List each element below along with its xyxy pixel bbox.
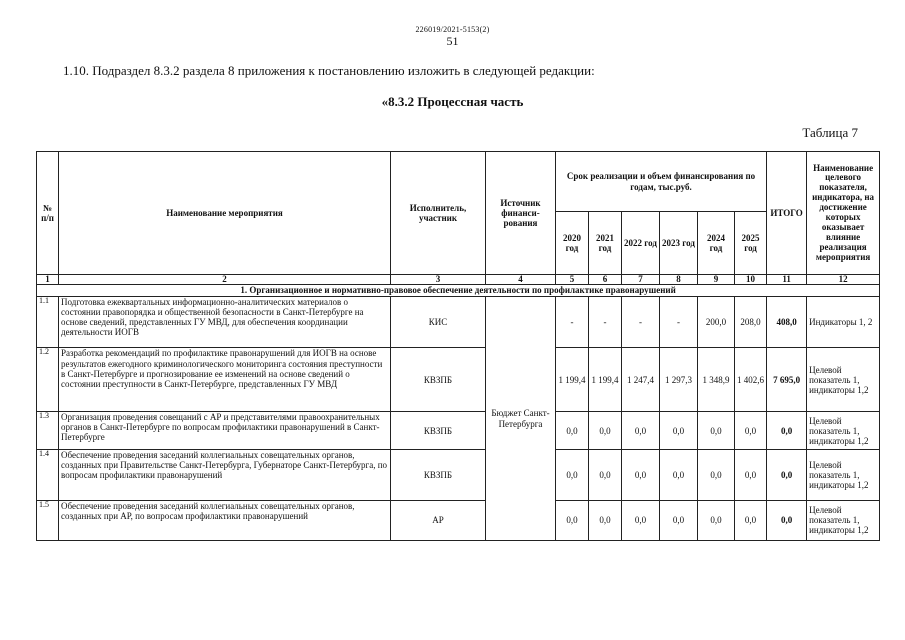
column-number: 2 — [59, 275, 391, 285]
column-number: 5 — [556, 275, 589, 285]
row-number: 1.4 — [37, 450, 59, 500]
header-year: 2020 год — [556, 212, 589, 275]
indicator: Целевой показатель 1, индикаторы 1,2 — [807, 500, 880, 540]
indicator: Целевой показатель 1, индикаторы 1,2 — [807, 411, 880, 449]
year-value: 0,0 — [660, 411, 698, 449]
year-value: 0,0 — [660, 450, 698, 500]
year-value: 0,0 — [556, 500, 589, 540]
year-value: 0,0 — [660, 500, 698, 540]
row-total: 7 695,0 — [767, 348, 807, 411]
year-value: - — [622, 297, 660, 348]
year-value: 0,0 — [735, 450, 767, 500]
header-measure-name: Наименование мероприятия — [59, 152, 391, 275]
measure-name: Разработка рекомендаций по профилактике правонарушений для ИОГВ на основе результатов ежегодного криминологического мониторинга состояния преступности в Санкт-Петербурге и прогнозирование ее изменений на основе сведений о состоянии преступности в Санкт-Петербурге, представленных ГУ МВД — [59, 348, 391, 411]
row-total: 0,0 — [767, 450, 807, 500]
column-number: 7 — [622, 275, 660, 285]
executor: АР — [391, 500, 486, 540]
table-row — [37, 297, 880, 348]
year-value: 0,0 — [698, 500, 735, 540]
header-year: 2021 год — [589, 212, 622, 275]
column-number: 4 — [486, 275, 556, 285]
funding-source: Бюджет Санкт-Петербурга — [486, 297, 556, 541]
year-value: 1 348,9 — [698, 348, 735, 411]
column-number: 3 — [391, 275, 486, 285]
header-year: 2022 год — [622, 212, 660, 275]
year-value: 0,0 — [556, 411, 589, 449]
column-number: 1 — [37, 275, 59, 285]
column-number: 10 — [735, 275, 767, 285]
year-value: 200,0 — [698, 297, 735, 348]
year-value: 0,0 — [735, 411, 767, 449]
table-row — [37, 348, 880, 411]
column-number: 6 — [589, 275, 622, 285]
year-value: 1 297,3 — [660, 348, 698, 411]
measure-name: Обеспечение проведения заседаний коллегиальных совещательных органов, созданных при Правительстве Санкт-Петербурга, Губернаторе Санкт-Петербурга, по вопросам профилактики правонарушений — [59, 450, 391, 500]
year-value: 0,0 — [622, 500, 660, 540]
year-value: - — [589, 297, 622, 348]
header-year: 2024 год — [698, 212, 735, 275]
intro-paragraph: 1.10. Подраздел 8.3.2 раздела 8 приложения к постановлению изложить в следующей редакции: — [63, 63, 595, 78]
table-row — [37, 500, 880, 540]
row-number: 1.3 — [37, 411, 59, 449]
indicator: Целевой показатель 1, индикаторы 1,2 — [807, 348, 880, 411]
section-heading-row: 1. Организационное и нормативно-правовое обеспечение деятельности по профилактике правонарушений — [37, 285, 880, 297]
column-number: 11 — [767, 275, 807, 285]
column-number: 12 — [807, 275, 880, 285]
header-funding-period: Срок реализации и объем финансирования по годам, тыс.руб. — [556, 152, 767, 212]
measure-name: Подготовка ежеквартальных информационно-аналитических материалов о состоянии правопорядка и общественной безопасности в Санкт-Петербурге на основе сведений, представленных ГУ МВД, для обеспечения координации деятельности ИОГВ — [59, 297, 391, 348]
year-value: 0,0 — [622, 450, 660, 500]
year-value: 1 199,4 — [589, 348, 622, 411]
header-year: 2023 год — [660, 212, 698, 275]
table-row — [37, 450, 880, 500]
page-number: 51 — [446, 34, 459, 48]
year-value: 0,0 — [735, 500, 767, 540]
row-total: 0,0 — [767, 411, 807, 449]
document-registration-code: 226019/2021-5153(2) — [415, 25, 490, 34]
header-indicator: Наименование целевого показателя, индикатора, на достижение которых оказывает влияние реализация мероприятия — [807, 152, 880, 275]
row-total: 408,0 — [767, 297, 807, 348]
column-number: 9 — [698, 275, 735, 285]
executor: КИС — [391, 297, 486, 348]
header-executor: Исполнитель, участник — [391, 152, 486, 275]
year-value: 0,0 — [589, 500, 622, 540]
year-value: - — [556, 297, 589, 348]
row-number: 1.2 — [37, 348, 59, 411]
measures-table — [36, 151, 880, 541]
header-total: ИТОГО — [767, 152, 807, 275]
year-value: 1 402,6 — [735, 348, 767, 411]
executor: КВЗПБ — [391, 411, 486, 449]
year-value: 0,0 — [698, 450, 735, 500]
year-value: - — [660, 297, 698, 348]
header-year: 2025 год — [735, 212, 767, 275]
row-total: 0,0 — [767, 500, 807, 540]
measure-name: Обеспечение проведения заседаний коллегиальных совещательных органов, созданных при АР, по вопросам профилактики правонарушений — [59, 500, 391, 540]
indicator: Индикаторы 1, 2 — [807, 297, 880, 348]
year-value: 0,0 — [698, 411, 735, 449]
section-title: «8.3.2 Процессная часть — [381, 94, 524, 109]
executor: КВЗПБ — [391, 450, 486, 500]
year-value: 0,0 — [556, 450, 589, 500]
year-value: 1 247,4 — [622, 348, 660, 411]
measure-name: Организация проведения совещаний с АР и представителями правоохранительных органов в Санкт-Петербурге по вопросам профилактики правонарушений в Санкт-Петербурге — [59, 411, 391, 449]
row-number: 1.5 — [37, 500, 59, 540]
indicator: Целевой показатель 1, индикаторы 1,2 — [807, 450, 880, 500]
column-number: 8 — [660, 275, 698, 285]
table-label: Таблица 7 — [802, 125, 858, 140]
year-value: 0,0 — [622, 411, 660, 449]
year-value: 208,0 — [735, 297, 767, 348]
header-funding-source: Источник финанси-рования — [486, 152, 556, 275]
row-number: 1.1 — [37, 297, 59, 348]
header-number: № п/п — [37, 152, 59, 275]
year-value: 0,0 — [589, 450, 622, 500]
executor: КВЗПБ — [391, 348, 486, 411]
year-value: 1 199,4 — [556, 348, 589, 411]
table-row — [37, 411, 880, 449]
year-value: 0,0 — [589, 411, 622, 449]
